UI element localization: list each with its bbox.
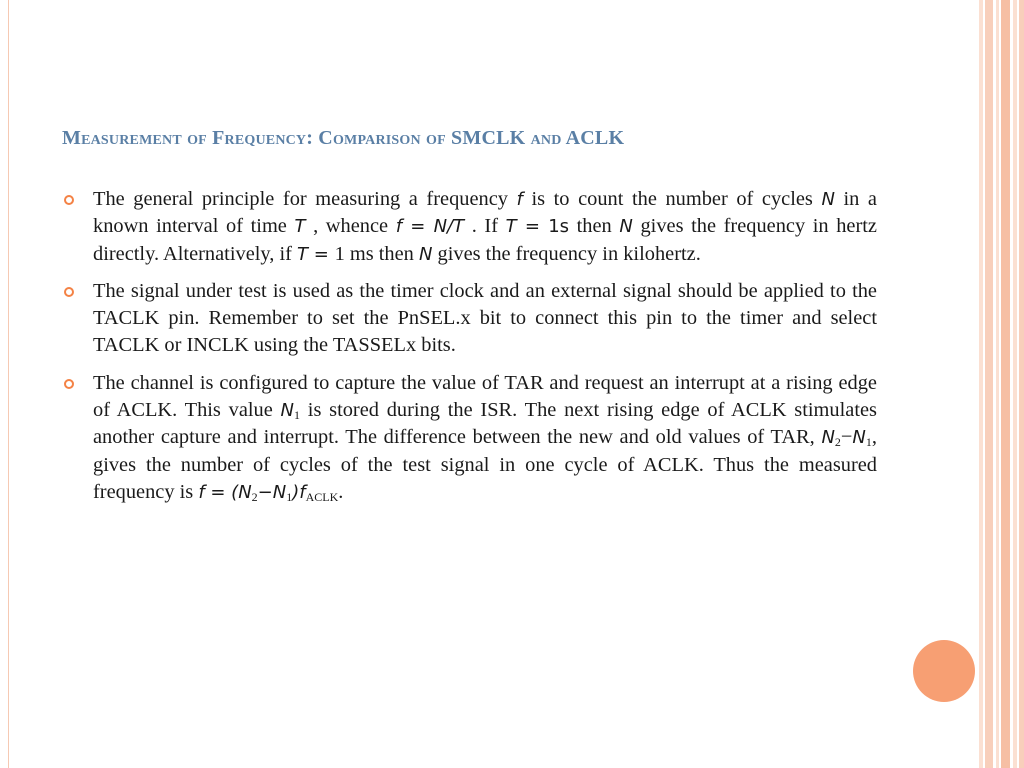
- var-n: N: [619, 216, 633, 238]
- subscript: 2: [834, 435, 841, 450]
- bullet-item: [62, 186, 877, 268]
- decorative-circle: [913, 640, 975, 702]
- bullet-item: [62, 278, 877, 360]
- subscript: ACLK: [305, 489, 339, 504]
- bullet-ring-icon: [64, 287, 74, 297]
- text: .: [338, 480, 344, 503]
- bullet-ring-icon: [64, 195, 74, 205]
- subscript: 2: [251, 489, 258, 504]
- equation: = 1s: [516, 216, 570, 238]
- var-t: T: [505, 216, 517, 238]
- var-t: T: [294, 216, 306, 238]
- var-f: f: [516, 189, 523, 210]
- text: gives the frequency in hertz directly. Alternatively, if: [93, 215, 877, 265]
- decorative-stripe: [1001, 0, 1010, 768]
- text: The channel is configured to capture the value of TAR and request an interrupt at a rising edge of ACLK. This value: [93, 371, 877, 422]
- text: is stored during the ISR. The next rising edge of ACLK stimulates another capture and interrupt. The difference between the new and old values of TAR,: [93, 399, 877, 449]
- subscript: 1: [294, 408, 301, 423]
- text: , gives the number of cycles of the test signal in one cycle of ACLK. Thus the measured frequency is: [93, 426, 877, 503]
- equation: f = N/T: [395, 216, 465, 238]
- equation: )f: [292, 481, 306, 503]
- decorative-stripe: [985, 0, 993, 768]
- var-t: T: [297, 243, 309, 265]
- decorative-stripe: [1013, 0, 1017, 768]
- minus-sign: −: [840, 426, 853, 449]
- subscript: 1: [286, 489, 293, 504]
- slide-title: Measurement of Frequency: Comparison of SMCLK and ACLK: [62, 127, 625, 149]
- equation: =: [308, 243, 335, 265]
- decorative-stripe: [979, 0, 983, 768]
- text: in a known interval of time: [93, 188, 877, 238]
- equation: −N: [257, 481, 287, 503]
- text: The general principle for measuring a frequency: [93, 188, 517, 210]
- equation: f = (N: [198, 481, 252, 503]
- text: The signal under test is used as the timer clock and an external signal should be applied to the TACLK pin. Remember to set the PnSEL.x bit to connect this pin to the timer and select TACLK or INCLK using the TASSELx bits.: [93, 279, 877, 357]
- bullet-item: [62, 370, 877, 506]
- bullet-ring-icon: [64, 379, 74, 389]
- text: 1 ms then: [334, 242, 419, 265]
- text: then: [569, 215, 620, 238]
- text: . If: [464, 215, 506, 238]
- decorative-stripe: [996, 0, 999, 768]
- var-n: N: [852, 427, 866, 449]
- text: is to count the number of cycles: [522, 188, 822, 210]
- bullet-list: [62, 186, 877, 516]
- text: gives the frequency in kilohertz.: [432, 242, 701, 265]
- var-n: N: [418, 243, 433, 265]
- var-n: N: [821, 427, 835, 449]
- text: , whence: [305, 215, 396, 238]
- decorative-stripe: [1019, 0, 1024, 768]
- var-n: N: [821, 189, 835, 210]
- var-n: N: [280, 400, 295, 422]
- subscript: 1: [865, 435, 872, 450]
